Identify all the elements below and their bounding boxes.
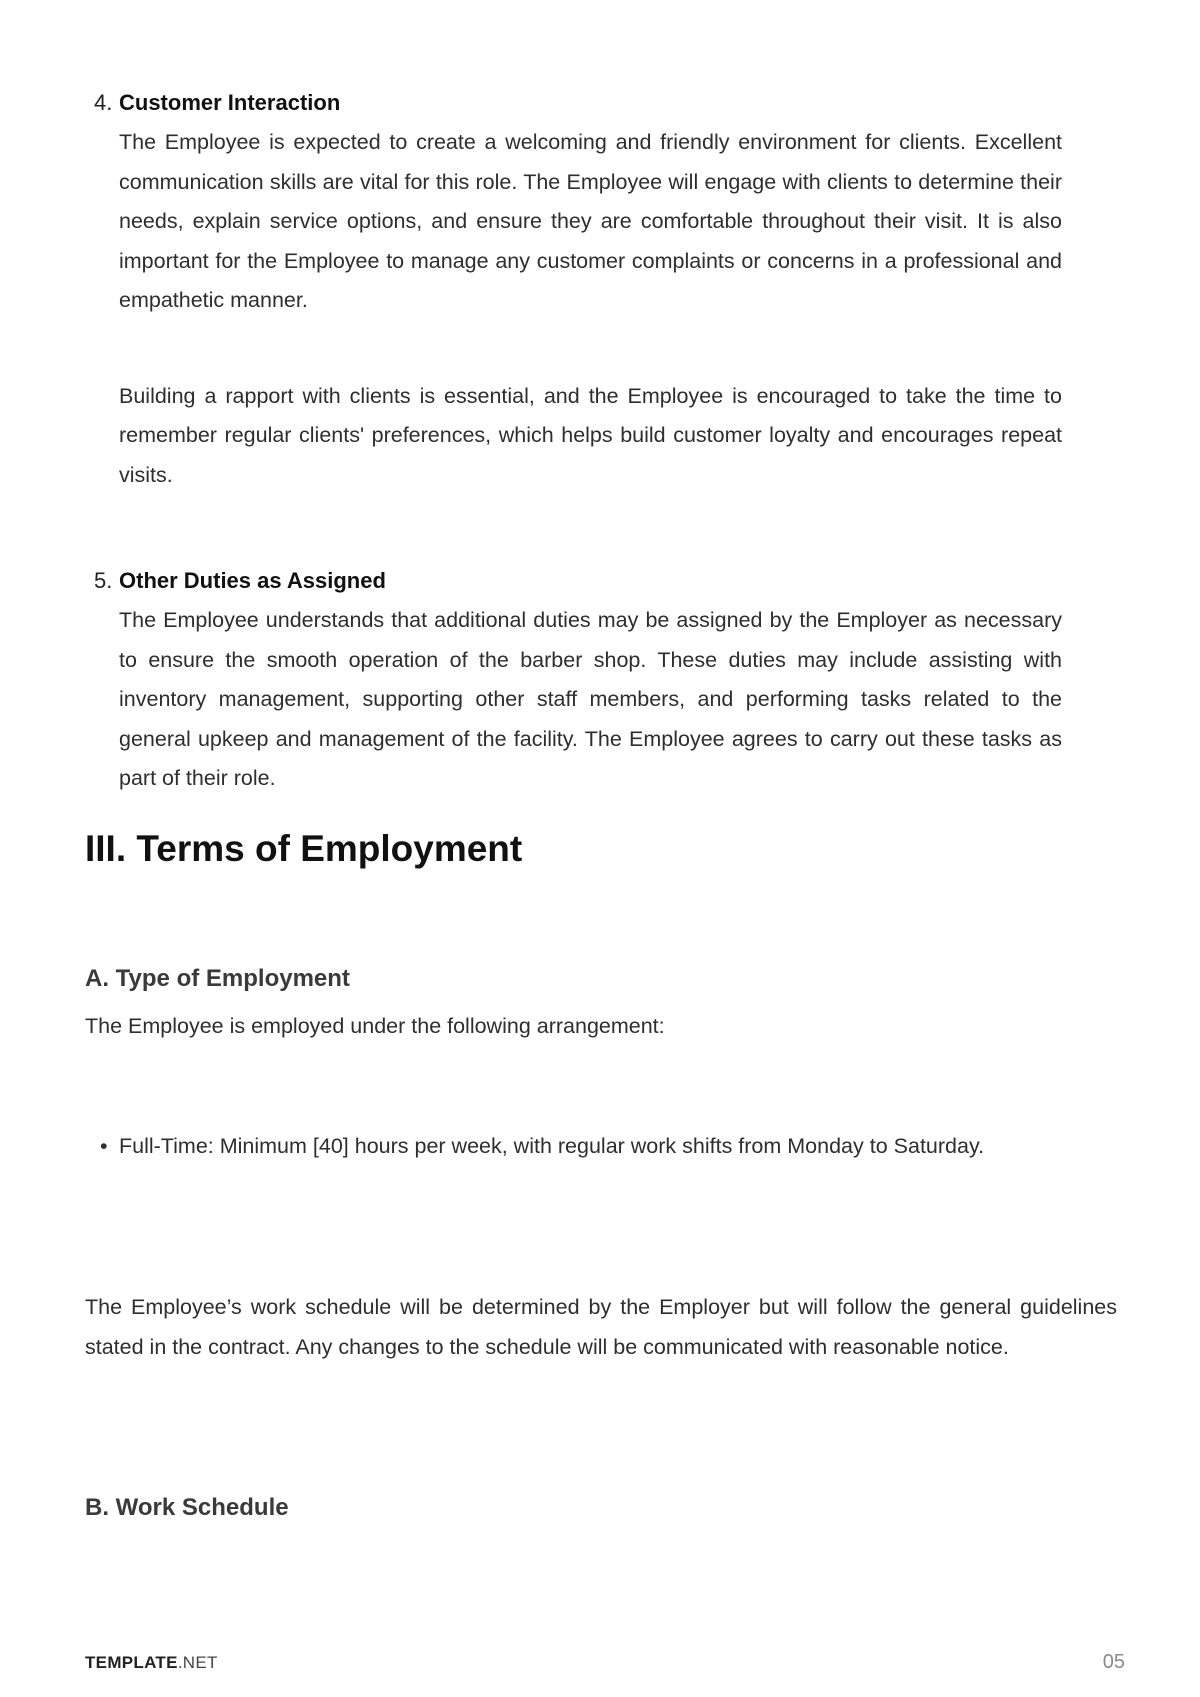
item-heading: [94, 88, 1062, 118]
footer-logo-suffix: .NET: [177, 1653, 218, 1672]
paragraph: The Employee is expected to create a welcoming and friendly environment for clients. Excellent communication skills are vital for this role. The Employee will engage with clients to determine their needs, explain service options, and ensure they are comfortable throughout their visit. It is also important for the Employee to manage any customer complaints or concerns in a professional and empathetic manner.: [119, 130, 1062, 312]
item-heading: [94, 566, 1062, 596]
list-item-customer-interaction: [94, 88, 1062, 495]
item-title: Customer Interaction: [119, 90, 341, 115]
intro-text: The Employee is employed under the following arrangement:: [85, 1014, 665, 1038]
list-item-other-duties: [94, 566, 1062, 799]
subsection-title-type-of-employment: A. Type of Employment: [85, 965, 350, 992]
paragraph: Building a rapport with clients is essential, and the Employee is encouraged to take the time to remember regular clients' preferences, which helps build customer loyalty and encourages repeat visits.: [119, 383, 1062, 487]
page-number: 05: [1102, 1651, 1125, 1673]
bullet-item-full-time: [100, 1127, 1062, 1167]
footer-logo: [85, 1653, 218, 1673]
bullet-icon: •: [100, 1134, 108, 1158]
item-number: 5.: [94, 568, 113, 593]
item-number: 4.: [94, 90, 113, 115]
section-title: III. Terms of Employment: [85, 828, 523, 869]
bullet-text: Full-Time: Minimum [40] hours per week, with regular work shifts from Monday to Saturday.: [119, 1134, 985, 1158]
subsection-title-work-schedule: B. Work Schedule: [85, 1494, 289, 1521]
paragraph: The Employee understands that additional duties may be assigned by the Employer as necessary to ensure the smooth operation of the barber shop. These duties may include assisting with inventory management, supporting other staff members, and performing tasks related to the general upkeep and management of the facility. The Employee agrees to carry out these tasks as part of their role.: [119, 608, 1062, 790]
footer-logo-bold: TEMPLATE: [85, 1653, 178, 1672]
item-title: Other Duties as Assigned: [119, 568, 386, 593]
schedule-note: The Employee’s work schedule will be determined by the Employer but will follow the general guidelines stated in the contract. Any changes to the schedule will be communicated with reasonable notice.: [85, 1295, 1117, 1359]
